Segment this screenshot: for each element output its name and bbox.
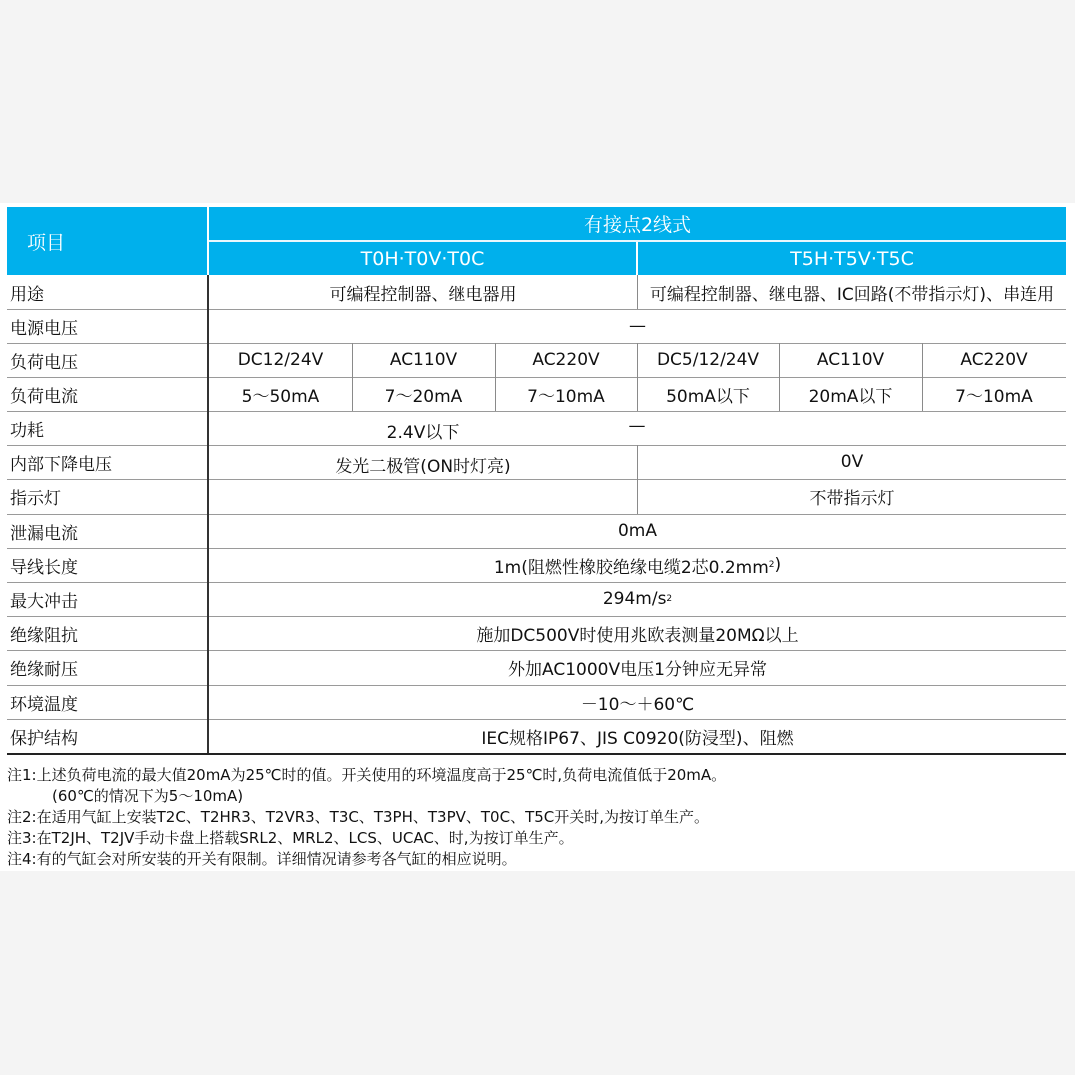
load-voltage-3: AC220V <box>532 350 600 370</box>
internal-drop-t0: 发光二极管(ON时灯亮) <box>335 456 511 477</box>
load-voltage-2: AC110V <box>389 350 458 370</box>
row-divider <box>7 445 1066 446</box>
leakage-value: 0mA <box>617 521 657 541</box>
load-voltage-6: AC220V <box>960 350 1028 370</box>
load-current-2: 7～20mA <box>384 386 463 407</box>
col-divider <box>637 445 638 514</box>
col-divider <box>637 275 638 309</box>
load-current-5: 20mA以下 <box>808 386 893 407</box>
footnotes <box>7 765 726 870</box>
load-voltage-5: AC110V <box>816 350 885 370</box>
row-label-power: 功耗 <box>10 420 44 441</box>
row-divider <box>7 719 1066 720</box>
row-label-supply-voltage: 电源电压 <box>10 318 78 339</box>
row-label-internal-drop: 内部下降电压 <box>10 454 112 475</box>
row-divider <box>7 411 1066 412</box>
note-3: 注3:在T2JH、T2JV手动卡盘上搭载SRL2、MRL2、LCS、UCAC、时,为按订单生产。 <box>7 829 574 847</box>
load-voltage-1: DC12/24V <box>237 350 324 370</box>
row-label-indicator: 指示灯 <box>10 489 61 509</box>
col-divider <box>779 343 780 411</box>
internal-drop-t5: 0V <box>840 452 864 472</box>
load-current-3: 7～10mA <box>527 386 605 407</box>
load-current-6: 7～10mA <box>955 386 1033 407</box>
protection-value: IEC规格IP67、JIS C0920(防浸型)、阻燃 <box>481 728 794 749</box>
header-group-label: 有接点2线式 <box>583 214 692 236</box>
header-model-t5 <box>638 242 1066 275</box>
row-label-lead-length: 导线长度 <box>10 557 78 578</box>
header-item-cell <box>7 207 207 275</box>
model-t0-label: T0H·T0V·T0C <box>360 247 485 270</box>
header-group-cell <box>209 207 1066 240</box>
row-label-withstand-voltage: 绝缘耐压 <box>10 660 78 680</box>
table-bottom-border <box>7 753 1066 755</box>
row-label-load-voltage: 负荷电压 <box>10 352 78 373</box>
lead-length-value: 1m(阻燃性橡胶绝缘电缆2芯0.2mm 2 ) <box>493 555 782 578</box>
note-1: 注1:上述负荷电流的最大值20mA为25℃时的值。开关使用的环境温度高于25℃时,负荷电流值低于20mA。 (60℃的情况下为5～10mA) <box>7 766 727 805</box>
row-divider <box>7 479 1066 480</box>
load-current-1: 5～50mA <box>241 386 320 407</box>
load-current-4: 50mA以下 <box>666 386 750 407</box>
indicator-t0 <box>209 479 637 514</box>
header-item-label: 项目 <box>27 231 66 254</box>
col-divider <box>637 343 638 411</box>
usage-t5: 可编程控制器、继电器、IC回路(不带指示灯)、串连用 <box>649 284 1055 305</box>
insulation-resistance-value: 施加DC500V时使用兆欧表测量20MΩ以上 <box>476 625 799 646</box>
note-4: 注4:有的气缸会对所安装的开关有限制。详细情况请参考各气缸的相应说明。 <box>7 850 517 868</box>
row-divider <box>7 616 1066 617</box>
load-voltage-4: DC5/12/24V <box>656 350 760 370</box>
row-divider <box>7 309 1066 310</box>
usage-t0: 可编程控制器、继电器用 <box>329 284 517 305</box>
row-label-leakage: 泄漏电流 <box>10 523 78 544</box>
row-divider <box>7 582 1066 583</box>
col-divider <box>352 343 353 411</box>
model-t5-label: T5H·T5V·T5C <box>790 247 914 270</box>
row-divider <box>7 685 1066 686</box>
row-label-load-current: 负荷电流 <box>10 386 78 407</box>
note-2: 注2:在适用气缸上安装T2C、T2HR3、T2VR3、T3C、T3PH、T3PV、T0C、T5C开关时,为按订单生产。 <box>7 808 710 826</box>
spec-table <box>7 207 1066 757</box>
label-column-divider <box>207 275 209 753</box>
row-divider <box>7 650 1066 651</box>
power-t5: — <box>628 416 646 436</box>
row-label-ambient-temp: 环境温度 <box>10 694 78 715</box>
row-divider <box>7 514 1066 515</box>
withstand-voltage-value: 外加AC1000V电压1分钟应无异常 <box>508 660 767 680</box>
row-divider <box>7 377 1066 378</box>
row-label-protection: 保护结构 <box>10 728 78 749</box>
header-divider <box>636 242 638 275</box>
power-t0: 2.4V以下 <box>386 422 460 443</box>
indicator-t5: 不带指示灯 <box>809 489 895 509</box>
col-divider <box>922 343 923 411</box>
row-divider <box>7 343 1066 344</box>
spec-sheet <box>0 203 1075 871</box>
supply-voltage-value: — <box>629 316 646 336</box>
ambient-temp-value: －10～＋60℃ <box>580 694 695 715</box>
row-label-max-shock: 最大冲击 <box>10 591 78 612</box>
row-divider <box>7 548 1066 549</box>
header-model-t0 <box>209 242 636 275</box>
col-divider <box>495 343 496 411</box>
max-shock-value: 294m/s 2 <box>602 589 673 609</box>
row-label-usage: 用途 <box>10 284 44 305</box>
row-label-insulation-resistance: 绝缘阻抗 <box>10 625 78 646</box>
